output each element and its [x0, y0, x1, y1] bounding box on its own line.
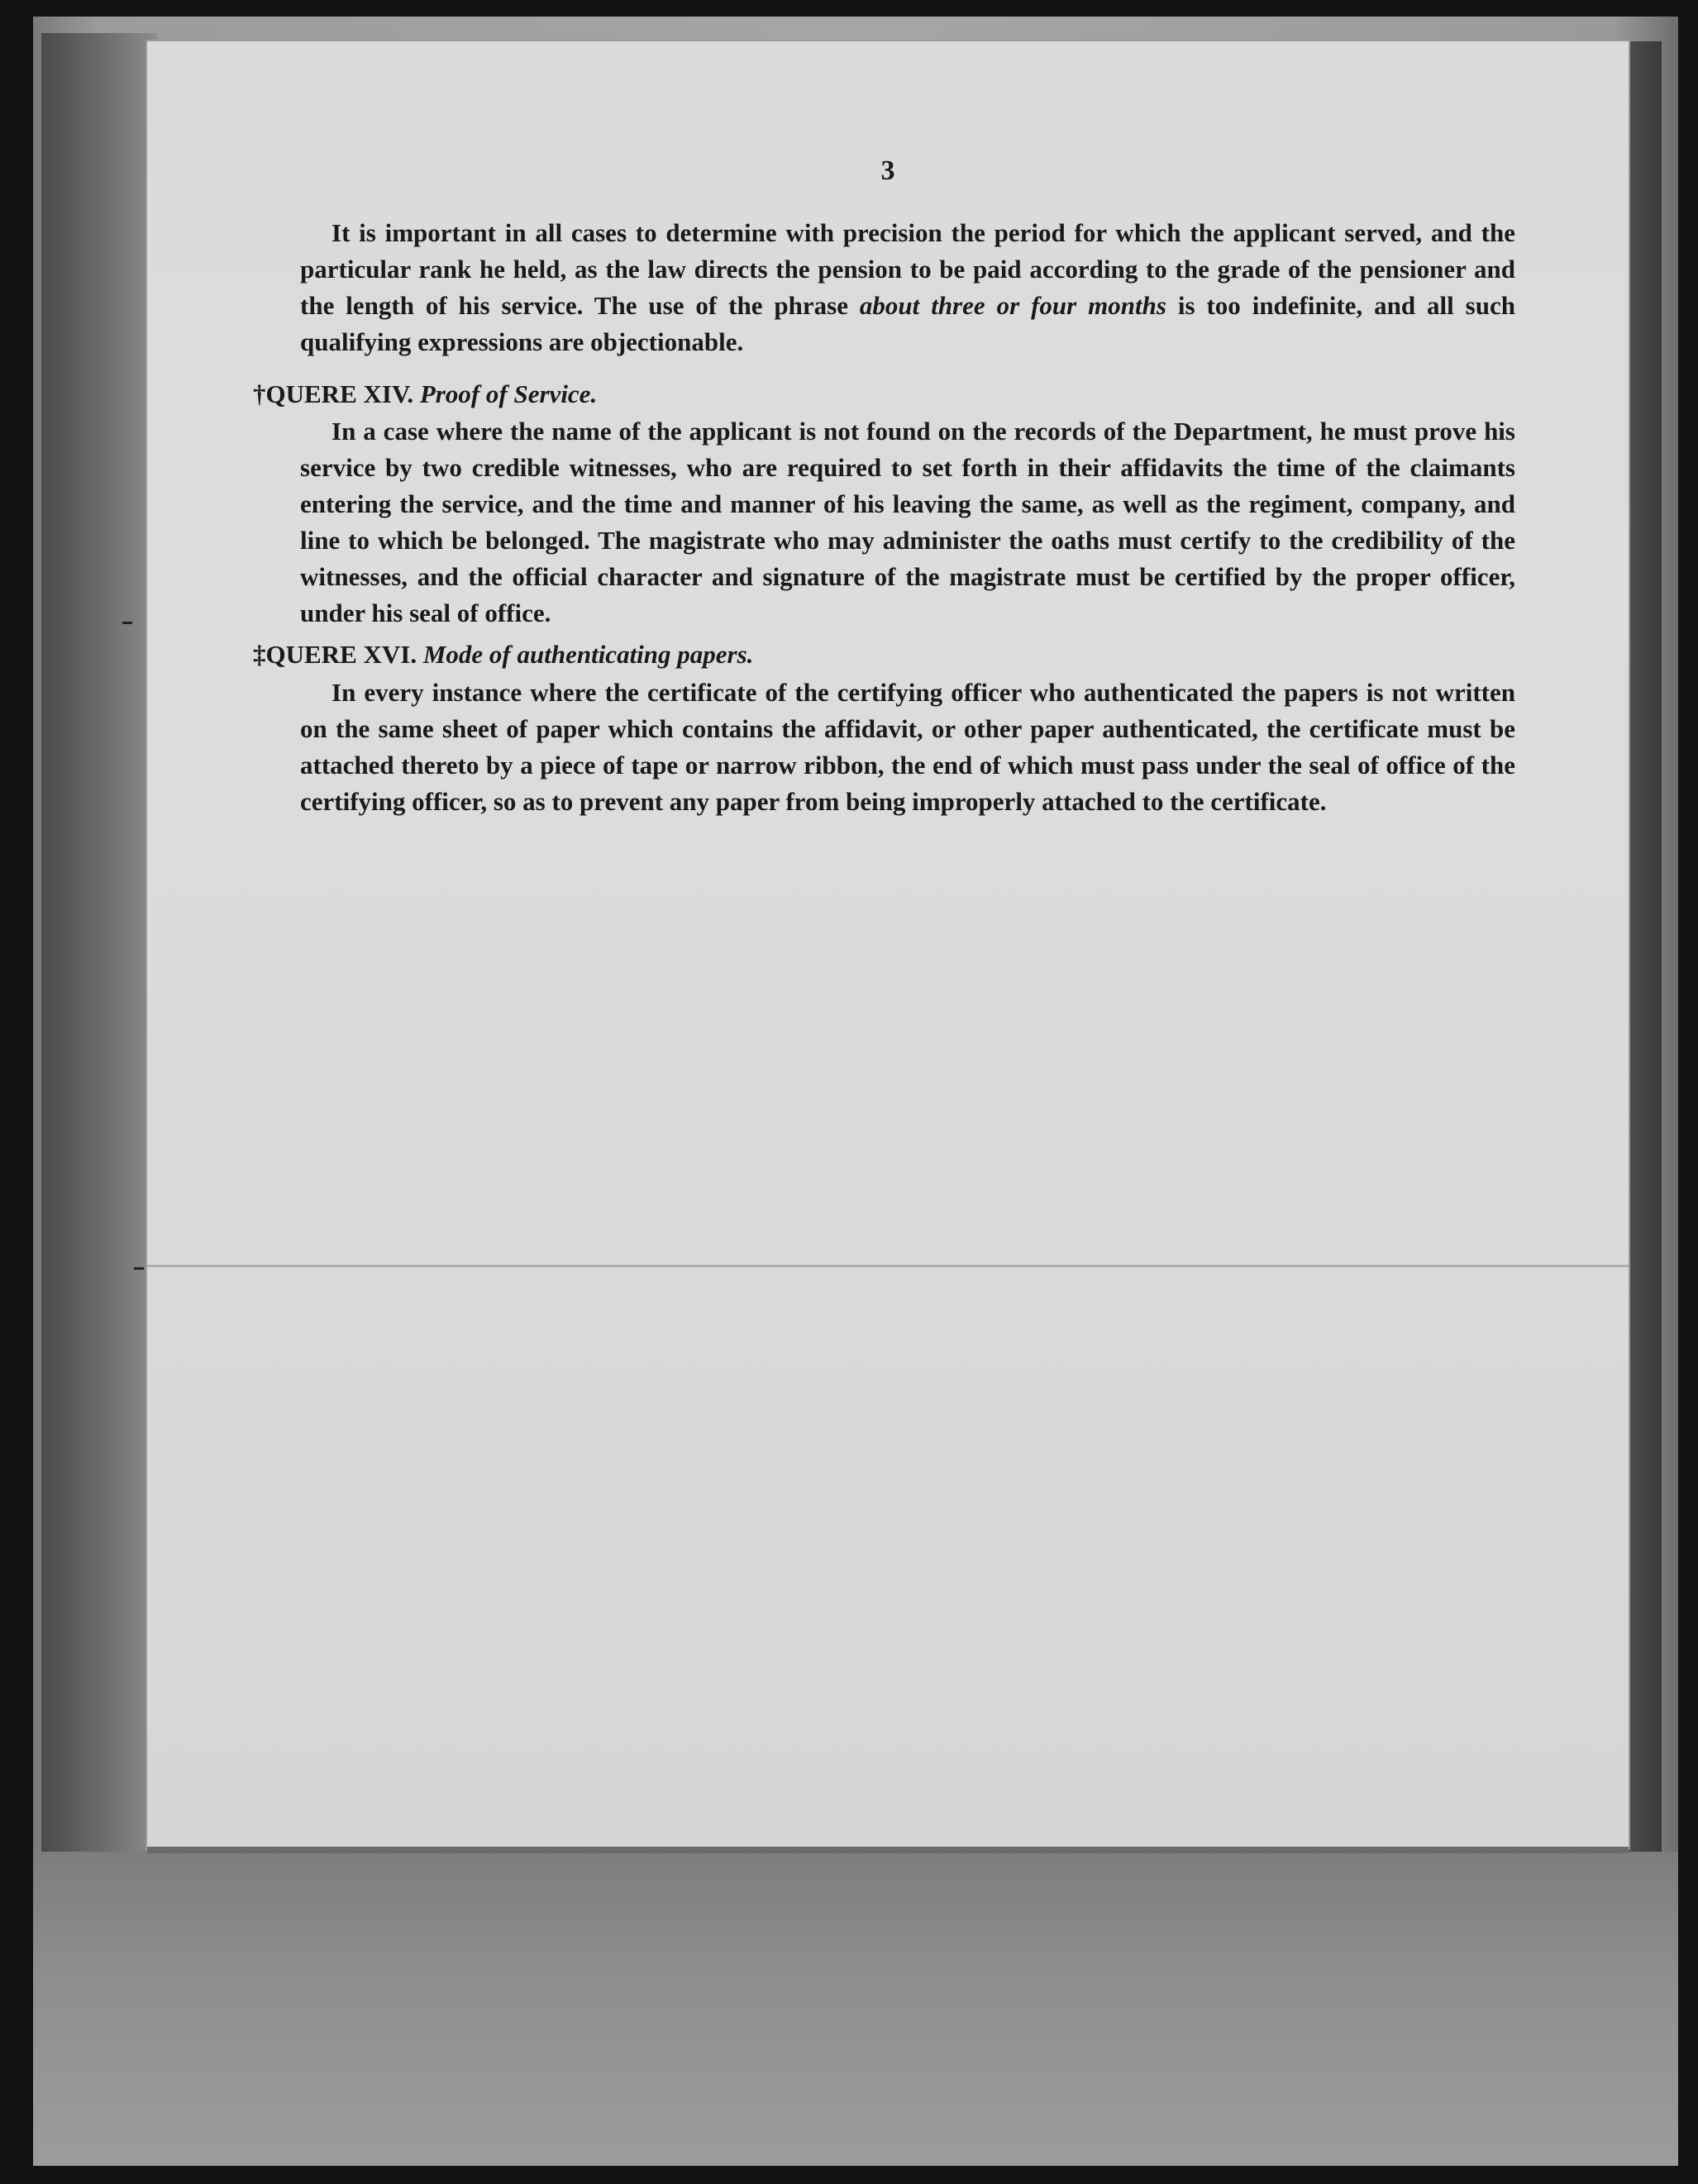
paragraph-authenticating-papers: In every instance where the certificate of the certifying officer who authenticated the papers is not written on the same sheet of paper which contains the affidavit, or other paper authenticated, the certificate must be attached thereto by a piece of tape or narrow ribbon, the end of which must pass under the seal of office of the certifying officer, so as to prevent any paper from being improperly attached to the certificate.: [300, 678, 1515, 816]
paragraph-precision-italic: about three or four months: [859, 291, 1166, 320]
paragraph-precision: [300, 215, 1515, 360]
section-label: ‡QUERE XVI.: [253, 640, 417, 669]
left-shadow: [41, 33, 157, 1852]
section-heading-proof-of-service: [253, 376, 597, 412]
page-number: 3: [880, 155, 895, 186]
paragraph-precision-end: is too indefinite, and all such qualifying expressions are objectionable.: [300, 291, 1515, 356]
margin-mark: [122, 622, 132, 624]
section-heading-authenticating-papers: [253, 637, 753, 673]
section-label: †QUERE XIV.: [253, 379, 414, 408]
page-bottom-edge: [147, 1847, 1629, 1853]
bottom-backing: [33, 1852, 1678, 2166]
margin-mark: [134, 1267, 144, 1270]
paragraph-precision-text: It is important in all cases to determine with precision the period for which the applicant served, and the particular rank he held, as the law directs the pension to be paid according to the grade of the pensioner and the length of his service. The use of the phrase: [300, 218, 1515, 320]
section-title: Proof of Service.: [419, 379, 598, 408]
fold-line: [147, 1265, 1629, 1267]
section-title: Mode of authenticating papers.: [422, 640, 754, 669]
paragraph-proof-of-service: In a case where the name of the applicant is not found on the records of the Department, he must prove his service by two credible witnesses, who are required to set forth in their affidavits the time of the claimants entering the service, and the time and manner of his leaving the same, as well as the regiment, company, and line to which be belonged. The magistrate who may administer the oaths must certify to the credibility of the witnesses, and the official character and signature of the magistrate must be certified by the proper officer, under his seal of office.: [300, 417, 1515, 627]
